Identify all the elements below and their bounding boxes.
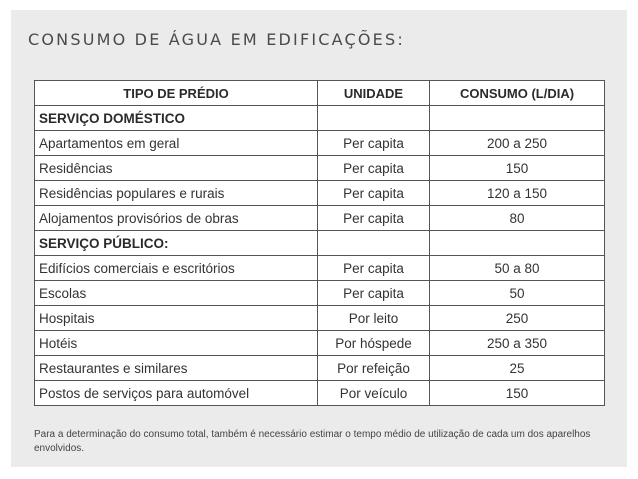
cell-unidade: Por leito [318, 306, 430, 331]
cell-tipo: Hospitais [35, 306, 318, 331]
cell-tipo: Residências populares e rurais [35, 181, 318, 206]
cell-consumo: 200 a 250 [430, 131, 605, 156]
page-title: CONSUMO DE ÁGUA EM EDIFICAÇÕES: [28, 30, 405, 49]
table-row [35, 381, 605, 406]
header-unidade: UNIDADE [318, 81, 430, 106]
cell-consumo: 80 [430, 206, 605, 231]
cell-tipo: Apartamentos em geral [35, 131, 318, 156]
cell-tipo: Residências [35, 156, 318, 181]
cell-tipo: Restaurantes e similares [35, 356, 318, 381]
table-row [35, 156, 605, 181]
cell-unidade: Por refeição [318, 356, 430, 381]
footnote: Para a determinação do consumo total, também é necessário estimar o tempo médio de utilização de cada um dos aparelhos envolvidos. [34, 429, 591, 454]
cell-unidade: Por veículo [318, 381, 430, 406]
cell-consumo: 150 [430, 156, 605, 181]
table-row [35, 306, 605, 331]
cell-unidade: Per capita [318, 181, 430, 206]
cell-consumo: 120 a 150 [430, 181, 605, 206]
table-row [35, 331, 605, 356]
cell-unidade [318, 106, 430, 131]
table-row [35, 206, 605, 231]
header-consumo: CONSUMO (L/DIA) [430, 81, 605, 106]
cell-consumo: 25 [430, 356, 605, 381]
section-row-servico-domestico [35, 106, 605, 131]
cell-consumo: 250 [430, 306, 605, 331]
cell-consumo: 50 [430, 281, 605, 306]
cell-unidade: Per capita [318, 206, 430, 231]
table-row [35, 356, 605, 381]
section-row-servico-publico [35, 231, 605, 256]
cell-consumo [430, 106, 605, 131]
table-row [35, 181, 605, 206]
cell-tipo: Alojamentos provisórios de obras [35, 206, 318, 231]
cell-consumo: 50 a 80 [430, 256, 605, 281]
cell-unidade [318, 231, 430, 256]
cell-consumo [430, 231, 605, 256]
table-row [35, 131, 605, 156]
cell-tipo: Postos de serviços para automóvel [35, 381, 318, 406]
cell-tipo: SERVIÇO DOMÉSTICO [35, 106, 318, 131]
cell-tipo: Escolas [35, 281, 318, 306]
cell-unidade: Por hóspede [318, 331, 430, 356]
table-row [35, 256, 605, 281]
cell-unidade: Per capita [318, 281, 430, 306]
cell-unidade: Per capita [318, 256, 430, 281]
cell-tipo: Hotéis [35, 331, 318, 356]
header-tipo-de-predio: TIPO DE PRÉDIO [35, 81, 318, 106]
cell-tipo: Edifícios comerciais e escritórios [35, 256, 318, 281]
water-consumption-table [34, 80, 605, 406]
table-row [35, 281, 605, 306]
cell-unidade: Per capita [318, 156, 430, 181]
table-header-row [35, 81, 605, 106]
cell-consumo: 250 a 350 [430, 331, 605, 356]
cell-tipo: SERVIÇO PÚBLICO: [35, 231, 318, 256]
cell-consumo: 150 [430, 381, 605, 406]
cell-unidade: Per capita [318, 131, 430, 156]
